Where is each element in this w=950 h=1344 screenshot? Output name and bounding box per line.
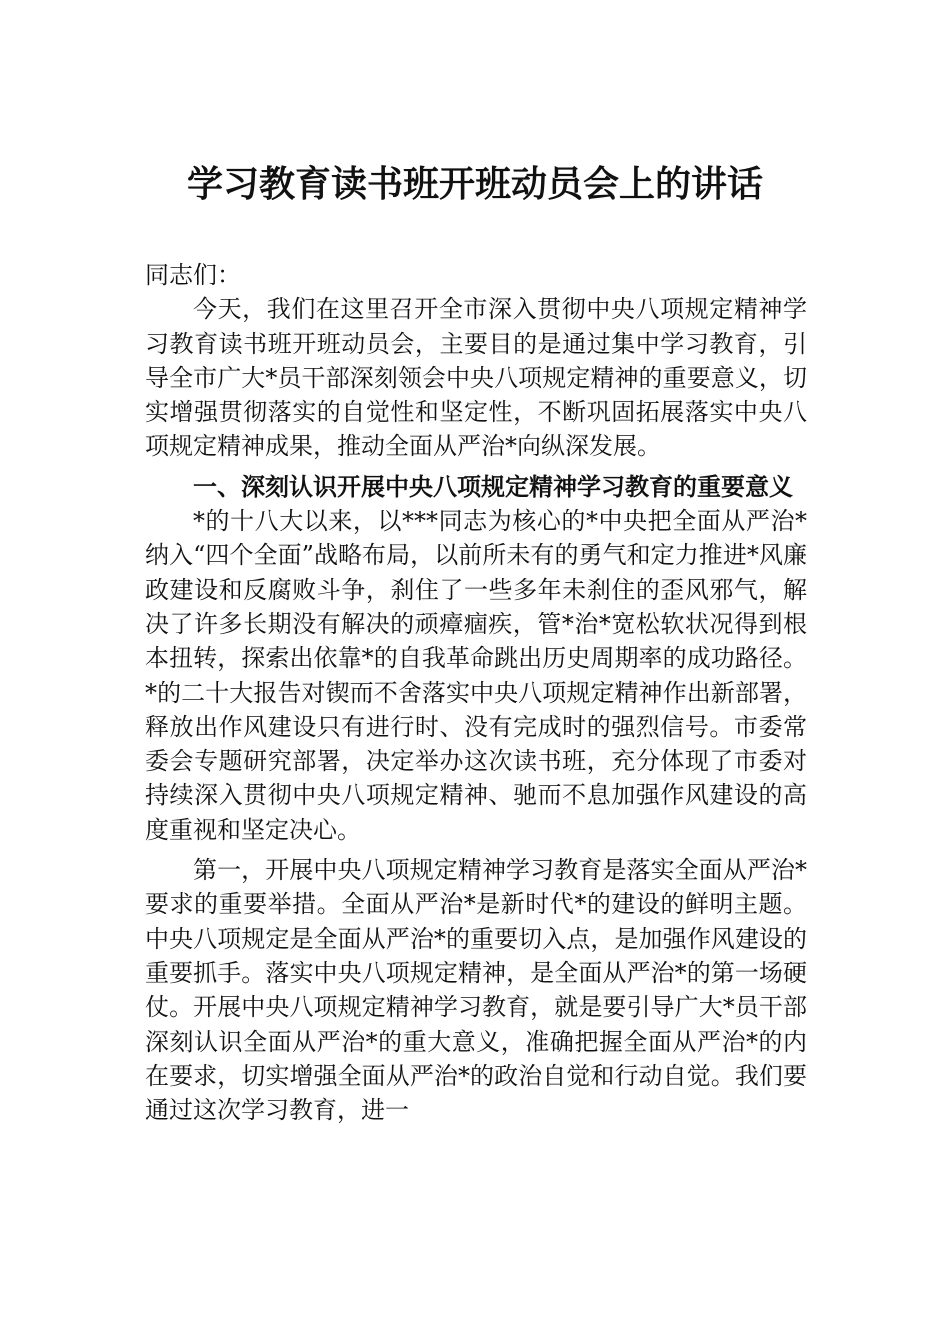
paragraph-background: *的十八大以来，以***同志为核心的*中央把全面从严治*纳入“四个全面”战略布局，以前所未有的勇气和定力推进*风廉政建设和反腐败斗争，刹住了一些多年未刹住的歪风邪气，解决了许多长期没有解决的顽瘴痼疾，管*治*宽松软状况得到根本扭转，探索出依靠*的自我革命跳出历史周期率的成功路径。*的二十大报告对锲而不舍落实中央八项规定精神作出新部署，释放出作风建设只有进行时、没有完成时的强烈信号。市委常委会专题研究部署，决定举办这次读书班，充分体现了市委对持续深入贯彻中央八项规定精神、驰而不息加强作风建设的高度重视和坚定决心。	[145, 507, 807, 844]
section-heading-1: 一、深刻认识开展中央八项规定精神学习教育的重要意义	[193, 472, 793, 501]
salutation: 同志们：	[145, 261, 241, 289]
paragraph-first-point: 第一，开展中央八项规定精神学习教育是落实全面从严治*要求的重要举措。全面从严治*是新时代*的建设的鲜明主题。中央八项规定是全面从严治*的重要切入点，是加强作风建设的重要抓手。落实中央八项规定精神，是全面从严治*的第一场硬仗。开展中央八项规定精神学习教育，就是要引导广大*员干部深刻认识全面从严治*的重大意义，准确把握全面从严治*的内在要求，切实增强全面从严治*的政治自觉和行动自觉。我们要通过这次学习教育，进一	[145, 856, 807, 1125]
paragraph-intro: 今天，我们在这里召开全市深入贯彻中央八项规定精神学习教育读书班开班动员会，主要目的是通过集中学习教育，引导全市广大*员干部深刻领会中央八项规定精神的重要意义，切实增强贯彻落实的自觉性和坚定性，不断巩固拓展落实中央八项规定精神成果，推动全面从严治*向纵深发展。	[145, 295, 807, 461]
document-title: 学习教育读书班开班动员会上的讲话	[186, 163, 763, 205]
document-body	[145, 258, 807, 1127]
